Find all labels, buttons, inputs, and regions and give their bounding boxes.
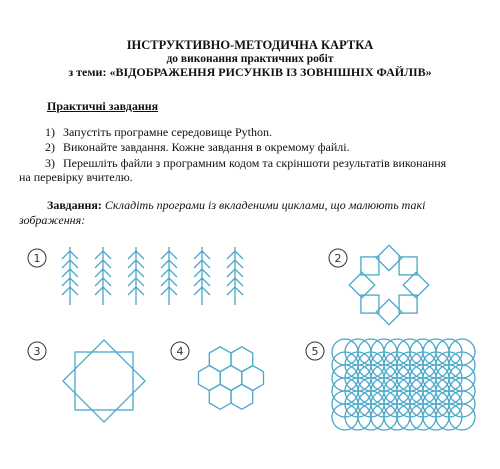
practical-tasks-heading: Практичні завдання xyxy=(47,99,159,113)
step-number: 2) xyxy=(45,140,55,154)
step-number: 1) xyxy=(45,125,55,139)
figure-5-number: 5 xyxy=(311,345,319,358)
fir-trees-pattern-icon xyxy=(62,247,243,305)
hexagon-cluster-icon xyxy=(199,347,264,410)
figure-1-badge xyxy=(28,249,46,267)
figure-4-badge xyxy=(171,342,189,360)
step-text: Перешліть файли з програмним кодом та скріншоти результатів виконання xyxy=(63,156,447,170)
card-subtitle: до виконання практичних робіт xyxy=(166,53,334,65)
eight-pointed-star-icon xyxy=(63,340,145,422)
task-text: Складіть програми із вкладеними циклами, що малюють такі xyxy=(104,198,426,212)
task-text-continuation: зображення: xyxy=(19,213,86,227)
card-topic: з теми: «ВІДОБРАЖЕННЯ РИСУНКІВ ІЗ ЗОВНІШНІХ ФАЙЛІВ» xyxy=(68,65,432,79)
figure-2-number: 2 xyxy=(334,252,342,265)
step-number: 3) xyxy=(45,156,55,170)
figure-5-badge xyxy=(306,342,324,360)
step-text: Запустіть програмне середовище Python. xyxy=(63,125,272,139)
grid-of-circles-icon xyxy=(332,339,475,430)
step-3-continuation: на перевірку вчителю. xyxy=(19,170,133,184)
figure-3-badge xyxy=(28,342,46,360)
figure-2-badge xyxy=(329,249,347,267)
task-label: Завдання: xyxy=(47,198,102,212)
figure-4-number: 4 xyxy=(176,345,184,358)
card-title: ІНСТРУКТИВНО-МЕТОДИЧНА КАРТКА xyxy=(126,38,374,52)
figure-3-number: 3 xyxy=(33,345,41,358)
step-text: Виконайте завдання. Кожне завдання в окремому файлі. xyxy=(63,140,350,154)
ring-of-squares-icon xyxy=(349,245,428,324)
figure-1-number: 1 xyxy=(33,252,41,265)
